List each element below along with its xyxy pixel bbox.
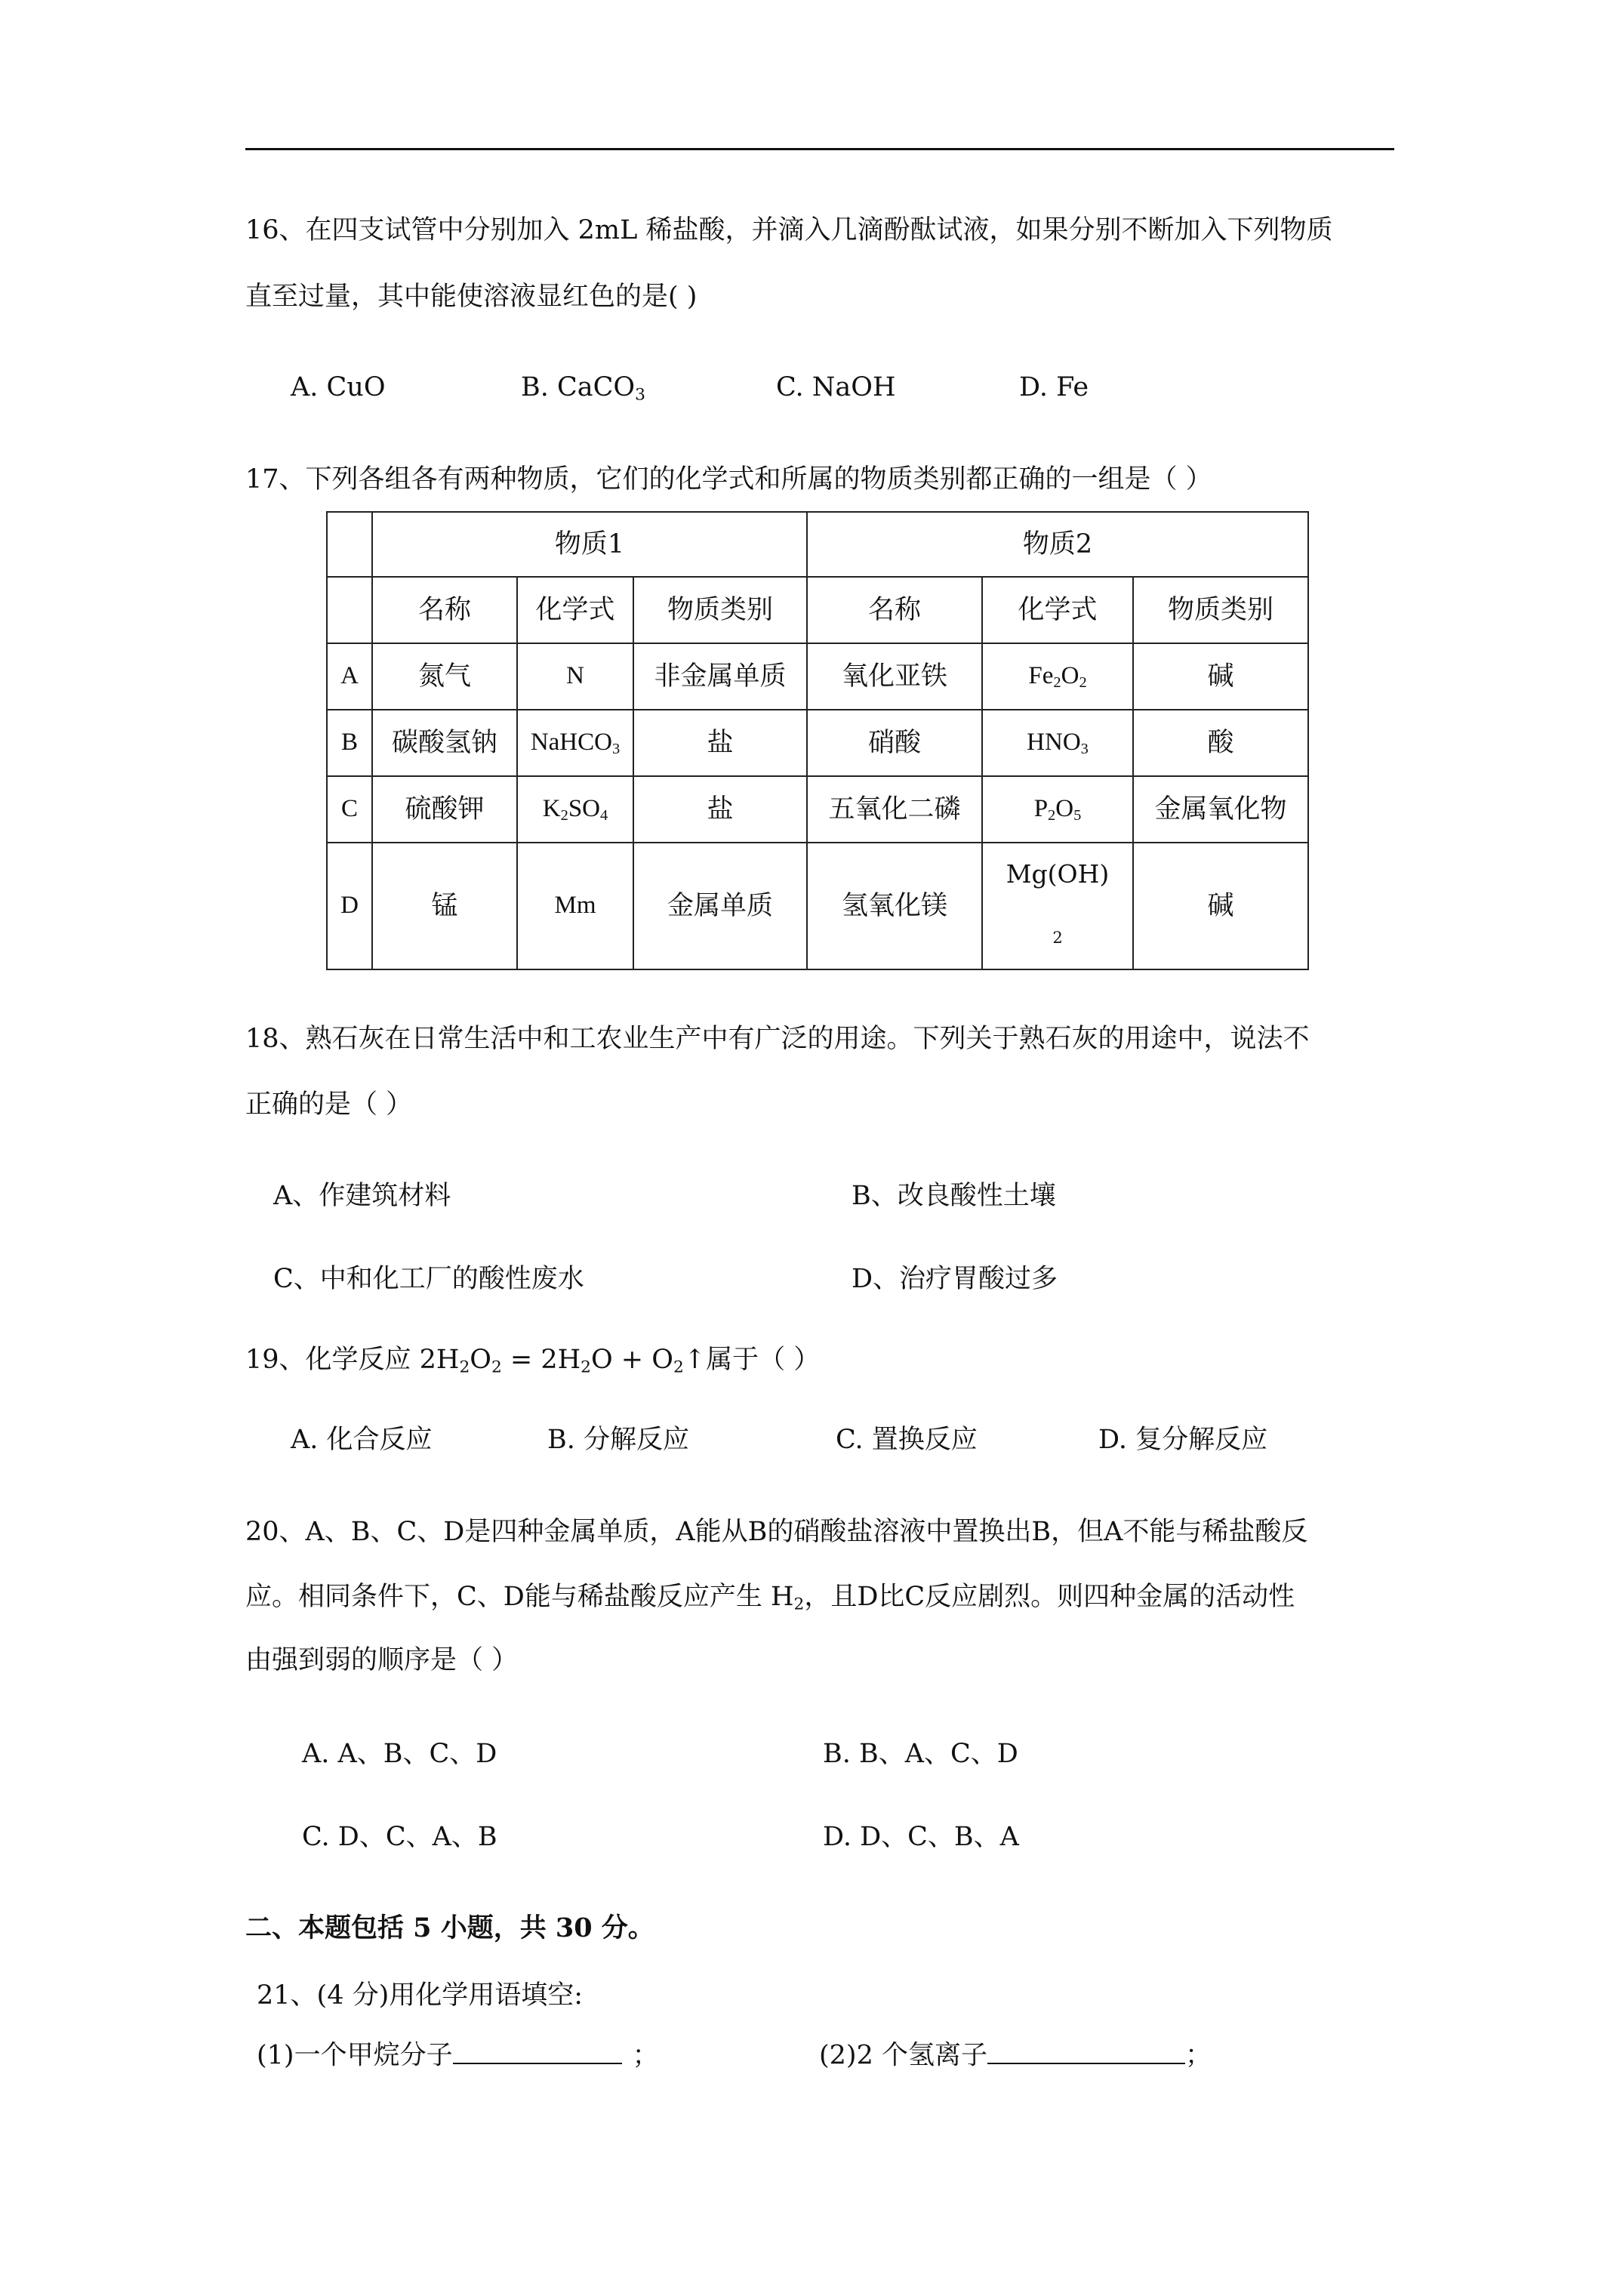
substance2-formula: Mg(OH) 2 xyxy=(982,843,1133,969)
substance2-formula: $P_2O_5$ xyxy=(982,776,1133,843)
q16-option-d: D. Fe xyxy=(1019,372,1089,402)
row-label: B xyxy=(327,710,372,776)
col-category-1: 物质类别 xyxy=(633,577,807,643)
q18-option-d: D、治疗胃酸过多 xyxy=(852,1264,1058,1294)
subheader-corner xyxy=(327,577,372,643)
q18-line1: 18、熟石灰在日常生活中和工农业生产中有广泛的用途。下列关于熟石灰的用途中，说法不 xyxy=(245,1024,1310,1054)
q20-option-a: A. A、B、C、D xyxy=(302,1739,497,1769)
table-row xyxy=(327,643,1308,710)
q19-stem: 19、化学反应 $2H_2O_2 = 2H_2O$ + $O_2↑$属于（ ） xyxy=(245,1345,821,1377)
substance2-formula: $HNO_3$ xyxy=(982,710,1133,776)
header-group2: 物质2 xyxy=(807,512,1308,577)
substance2-name: 氧化亚铁 xyxy=(807,643,982,710)
q18-option-c: C、中和化工厂的酸性废水 xyxy=(273,1264,584,1294)
q19-option-b: B. 分解反应 xyxy=(547,1425,689,1455)
substance2-name: 硝酸 xyxy=(807,710,982,776)
q17-table xyxy=(326,511,1309,970)
q18-option-a: A、作建筑材料 xyxy=(273,1181,451,1211)
substance2-category: 碱 xyxy=(1133,843,1308,969)
q21-item1: (1)一个甲烷分子 ； xyxy=(257,2039,659,2069)
q21-stem: 21、(4 分)用化学用语填空: xyxy=(257,1980,584,2011)
row-label: A xyxy=(327,643,372,710)
q19-option-d: D. 复分解反应 xyxy=(1098,1425,1268,1455)
header-rule xyxy=(245,148,1394,150)
q20-option-b: B. B、A、C、D xyxy=(823,1739,1018,1769)
row-label: C xyxy=(327,776,372,843)
substance1-category: 盐 xyxy=(633,776,807,843)
substance2-category: 酸 xyxy=(1133,710,1308,776)
table-subheader-row xyxy=(327,577,1308,643)
substance1-formula: Mm xyxy=(517,843,633,969)
substance1-category: 盐 xyxy=(633,710,807,776)
col-formula-2: 化学式 xyxy=(982,577,1133,643)
q18-option-b: B、改良酸性土壤 xyxy=(852,1181,1056,1211)
q19-option-c: C. 置换反应 xyxy=(836,1425,978,1455)
q20-line3: 由强到弱的顺序是（ ） xyxy=(245,1645,519,1675)
answer-blank-1[interactable] xyxy=(453,2039,622,2064)
substance2-category: 金属氧化物 xyxy=(1133,776,1308,843)
col-name-2: 名称 xyxy=(807,577,982,643)
q17-stem: 17、下列各组各有两种物质，它们的化学式和所属的物质类别都正确的一组是（ ） xyxy=(245,464,1212,495)
q20-option-c: C. D、C、A、B xyxy=(302,1822,497,1852)
row-label: D xyxy=(327,843,372,969)
q20-option-d: D. D、C、B、A xyxy=(823,1822,1019,1852)
table-row xyxy=(327,843,1308,969)
header-group1: 物质1 xyxy=(372,512,807,577)
table-row xyxy=(327,710,1308,776)
q19-option-a: A. 化合反应 xyxy=(291,1425,433,1455)
substance1-name: 硫酸钾 xyxy=(372,776,517,843)
q20-line2: 应。相同条件下，C、D能与稀盐酸反应产生 $H_2$，且D比C反应剧烈。则四种金属的活动性 xyxy=(245,1582,1295,1614)
section2-heading: 二、本题包括 5 小题，共 30 分。 xyxy=(245,1912,654,1943)
substance2-name: 氢氧化镁 xyxy=(807,843,982,969)
q21-item2: (2)2 个氢离子 ； xyxy=(819,2039,1212,2069)
substance2-name: 五氧化二磷 xyxy=(807,776,982,843)
substance1-name: 锰 xyxy=(372,843,517,969)
q16-option-b: B. CaCO$_3$ xyxy=(521,372,645,405)
table-header-row xyxy=(327,512,1308,577)
substance1-name: 氮气 xyxy=(372,643,517,710)
q16-option-a: A. CuO xyxy=(291,372,386,402)
col-category-2: 物质类别 xyxy=(1133,577,1308,643)
substance2-category: 碱 xyxy=(1133,643,1308,710)
q18-line2: 正确的是（ ） xyxy=(245,1089,413,1120)
table-row xyxy=(327,776,1308,843)
substance1-category: 金属单质 xyxy=(633,843,807,969)
q16-line1: 16、在四支试管中分别加入 2mL 稀盐酸，并滴入几滴酚酞试液，如果分别不断加入下列物质 xyxy=(245,215,1333,245)
substance1-formula: N xyxy=(517,643,633,710)
q16-option-c: C. NaOH xyxy=(776,372,896,402)
answer-blank-2[interactable] xyxy=(987,2039,1185,2064)
col-formula-1: 化学式 xyxy=(517,577,633,643)
col-name-1: 名称 xyxy=(372,577,517,643)
substance1-name: 碳酸氢钠 xyxy=(372,710,517,776)
substance1-formula: $K_2SO_4$ xyxy=(517,776,633,843)
substance1-formula: NaHCO$_3$ xyxy=(517,710,633,776)
substance2-formula: $Fe_2O_2$ xyxy=(982,643,1133,710)
q20-line1: 20、A、B、C、D是四种金属单质，A能从B的硝酸盐溶液中置换出B，但A不能与稀盐酸反 xyxy=(245,1517,1308,1547)
q16-line2: 直至过量，其中能使溶液显红色的是( ) xyxy=(245,282,698,312)
header-corner xyxy=(327,512,372,577)
substance1-category: 非金属单质 xyxy=(633,643,807,710)
